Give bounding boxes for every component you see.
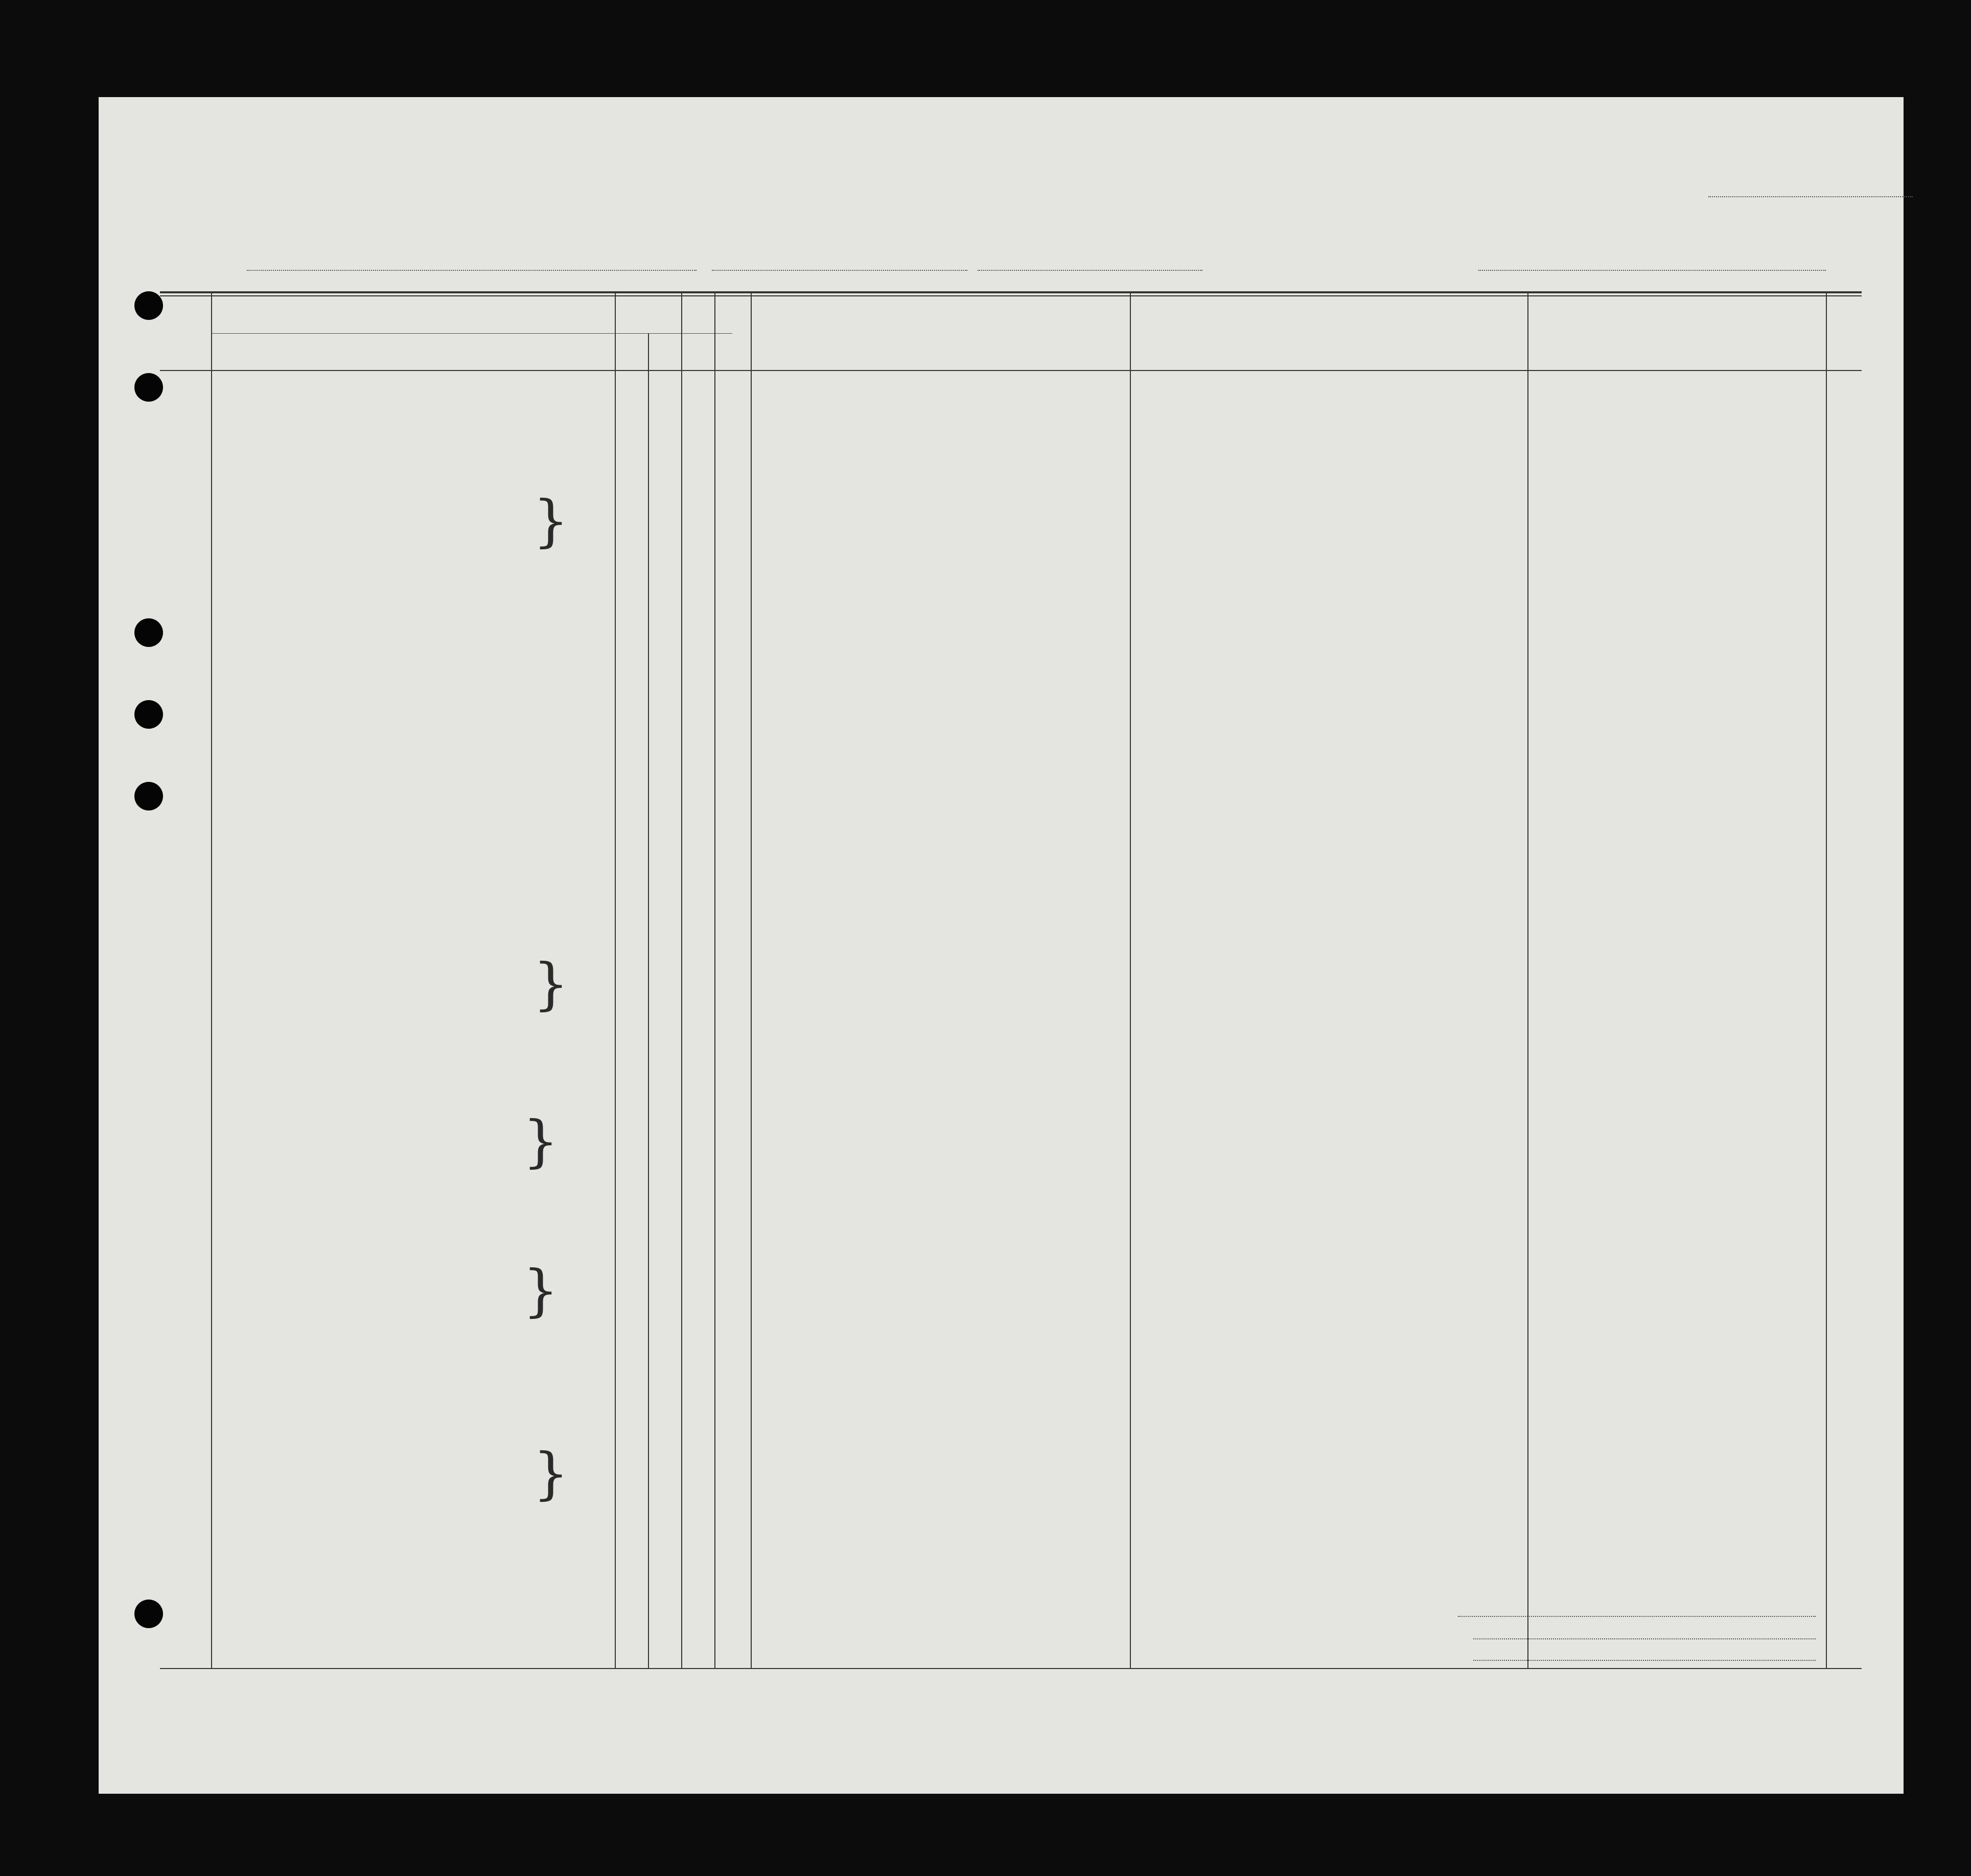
manifest-sheet: [99, 97, 1904, 1794]
family-brace: }: [523, 1108, 559, 1174]
punch-hole: [134, 782, 163, 810]
family-brace: }: [533, 1441, 569, 1506]
punch-hole: [134, 291, 163, 320]
family-brace: }: [533, 488, 569, 553]
punch-hole: [134, 618, 163, 647]
family-brace: }: [523, 1258, 559, 1323]
punch-hole: [134, 700, 163, 729]
punch-hole: [134, 373, 163, 402]
punch-hole: [134, 1600, 163, 1628]
family-brace: }: [533, 951, 569, 1016]
